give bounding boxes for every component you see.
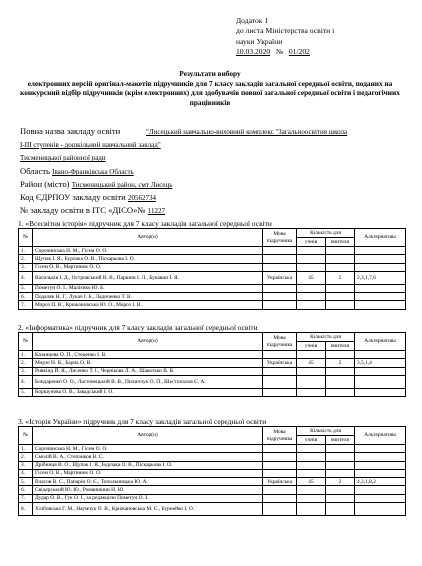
- row-alternative: [355, 494, 406, 502]
- table-row: [19, 503, 406, 516]
- row-author: Ривкінд Й. Я., Лисенко Т. І., Чернікова Л. А., Шакотько В. В.: [33, 367, 263, 375]
- row-students-count: [297, 388, 326, 396]
- row-teachers-count: [326, 494, 355, 502]
- row-alternative: [355, 461, 406, 469]
- row-teachers-count: [326, 469, 355, 477]
- row-language: Українська: [263, 478, 297, 486]
- row-alternative: [355, 445, 406, 453]
- row-students-count: [297, 351, 326, 359]
- row-author: Гісем О. В., Мартинюк О. О.: [33, 263, 263, 271]
- row-teachers-count: 2: [326, 478, 355, 486]
- section-2-body: [19, 351, 406, 397]
- row-number: 1.: [19, 351, 33, 359]
- school-name-line2: І-ІІІ ступенів - дошкільний навчальний заклад": [20, 141, 161, 149]
- row-students-count: [297, 293, 326, 301]
- header-qty: Кількість для: [297, 333, 355, 342]
- row-language: [263, 255, 297, 263]
- row-students-count: [297, 503, 326, 516]
- row-teachers-count: [326, 503, 355, 516]
- edrpou-row: [20, 192, 156, 204]
- header-alt: Альтернатива: [355, 229, 406, 247]
- row-alternative: [355, 503, 406, 516]
- row-students-count: 45: [297, 478, 326, 486]
- row-alternative: 2,3,1,7,6: [355, 271, 406, 284]
- row-language: [263, 494, 297, 502]
- row-teachers-count: [326, 461, 355, 469]
- header-teachers: вчителя: [326, 436, 355, 445]
- its-label: № закладу освіти в ІТС «ДІСО»№: [20, 205, 146, 215]
- row-teachers-count: [326, 255, 355, 263]
- annex-date-line: [236, 47, 386, 57]
- row-number: 7.: [19, 494, 33, 502]
- row-number: 5.: [19, 478, 33, 486]
- section-2-caption: 2. «Інформатика» підручник для 7 класу закладів загальної середньої освіти: [18, 323, 258, 332]
- row-alternative: [355, 263, 406, 271]
- its-value: 11227: [147, 207, 165, 215]
- row-language: [263, 351, 297, 359]
- school-name-label: Повна назва закладу освіти: [20, 126, 121, 136]
- row-number: 6.: [19, 486, 33, 494]
- header-num: №: [19, 333, 33, 351]
- row-students-count: [297, 469, 326, 477]
- row-students-count: [297, 461, 326, 469]
- header-author: Автор(и): [33, 427, 263, 445]
- header-students: учнів: [297, 342, 326, 351]
- row-alternative: [355, 301, 406, 309]
- table-row: [19, 375, 406, 388]
- header-teachers: вчителя: [326, 342, 355, 351]
- annex-block: [236, 16, 386, 58]
- row-students-count: [297, 247, 326, 255]
- edrpou-value: 20562734: [127, 194, 156, 202]
- row-teachers-count: [326, 445, 355, 453]
- table-row: [19, 359, 406, 367]
- annex-number: 01/202: [288, 47, 310, 57]
- row-author: Щупак І. Я., Бурлака О. В., Піскарьова І. О.: [33, 255, 263, 263]
- annex-line1: Додаток 1: [236, 16, 269, 25]
- row-alternative: [355, 247, 406, 255]
- row-language: [263, 453, 297, 461]
- header-row: [19, 333, 406, 342]
- row-author: Коршунова О. В., Завадський І. О.: [33, 388, 263, 396]
- row-teachers-count: 2: [326, 271, 355, 284]
- row-teachers-count: [326, 367, 355, 375]
- district-label: Район (місто): [20, 179, 70, 189]
- row-author: Сорочинська Н. М., Гісем О. О.: [33, 247, 263, 255]
- row-language: Українська: [263, 359, 297, 367]
- table-row: [19, 445, 406, 453]
- row-teachers-count: [326, 263, 355, 271]
- row-alternative: [355, 375, 406, 388]
- row-number: 3.: [19, 461, 33, 469]
- table-row: [19, 486, 406, 494]
- annex-date: 10.03.2020: [236, 47, 271, 57]
- row-language: Українська: [263, 271, 297, 284]
- row-author: Васильків І. Д., Островський В. В., Паршин І. Л., Букавин І. Я.: [33, 271, 263, 284]
- row-alternative: [355, 388, 406, 396]
- row-language: [263, 375, 297, 388]
- table-row: [19, 494, 406, 502]
- row-language: [263, 263, 297, 271]
- header-num: №: [19, 229, 33, 247]
- row-alternative: [355, 367, 406, 375]
- table-row: [19, 271, 406, 284]
- row-number: 7.: [19, 301, 33, 309]
- its-row: [20, 205, 165, 217]
- row-language: [263, 469, 297, 477]
- row-teachers-count: [326, 453, 355, 461]
- row-language: [263, 284, 297, 292]
- row-students-count: [297, 255, 326, 263]
- row-author: Казанцева О. П., Стеценко І. В.: [33, 351, 263, 359]
- row-language: [263, 388, 297, 396]
- row-author: Подаляк Н. Г., Лукач І. Б., Ладиченко Т. В.: [33, 293, 263, 301]
- section-1-body: [19, 247, 406, 310]
- row-language: [263, 367, 297, 375]
- annex-line3: науки України: [236, 36, 283, 46]
- section-3-caption: 3. «Історія України» підручник для 7 класу закладів загальної середньої освіти: [18, 417, 267, 426]
- row-students-count: [297, 301, 326, 309]
- row-author: Власов В. С., Панарін О. Є., Топольницька Ю. А.: [33, 478, 263, 486]
- row-number: 8.: [19, 503, 33, 516]
- row-teachers-count: 2: [326, 359, 355, 367]
- row-students-count: [297, 494, 326, 502]
- row-language: [263, 247, 297, 255]
- row-number: 1.: [19, 247, 33, 255]
- header-author: Автор(и): [33, 333, 263, 351]
- edrpou-label: Код ЄДРПОУ закладу освіти: [20, 192, 126, 202]
- section-3-body: [19, 445, 406, 516]
- row-language: [263, 486, 297, 494]
- oblast-row: [20, 166, 134, 178]
- row-students-count: [297, 263, 326, 271]
- section-1-caption: 1. «Всесвітня історія» підручник для 7 класу закладів загальної середньої освіти: [18, 219, 272, 228]
- row-alternative: [355, 284, 406, 292]
- section-3-table: [18, 426, 406, 516]
- annex-num-label: №: [275, 47, 284, 57]
- header-lang: Мова підручника: [263, 229, 297, 247]
- table-row: [19, 453, 406, 461]
- row-author: Гісем О. В., Мартинюк О. О.: [33, 469, 263, 477]
- table-row: [19, 284, 406, 292]
- section-1-table: [18, 228, 406, 310]
- row-author: Смолій В. А., Степанков В. С.: [33, 453, 263, 461]
- row-author: Свідерський Ю. Ю., Романишин Н. Ю.: [33, 486, 263, 494]
- district-row: [20, 179, 172, 191]
- row-number: 4.: [19, 271, 33, 284]
- row-number: 2.: [19, 453, 33, 461]
- oblast-value: Івано-Франківська Область: [52, 168, 134, 176]
- district-value: Тисменицький район, смт Лисець: [71, 181, 173, 189]
- table-row: [19, 461, 406, 469]
- row-teachers-count: [326, 284, 355, 292]
- row-alternative: [355, 453, 406, 461]
- table-row: [19, 478, 406, 486]
- row-language: [263, 503, 297, 516]
- row-students-count: [297, 445, 326, 453]
- row-teachers-count: [326, 388, 355, 396]
- header-num: №: [19, 427, 33, 445]
- table-row: [19, 469, 406, 477]
- row-number: 6.: [19, 293, 33, 301]
- header-row: [19, 229, 406, 238]
- oblast-label: Область: [20, 166, 50, 176]
- header-author: Автор(и): [33, 229, 263, 247]
- row-alternative: [355, 255, 406, 263]
- header-lang: Мова підручника: [263, 333, 297, 351]
- row-number: 3.: [19, 263, 33, 271]
- header-row: [19, 427, 406, 436]
- school-name-line1: "Лисецький навчально-виховний комплекс "Загальноосвітня школа: [146, 128, 348, 136]
- row-language: [263, 461, 297, 469]
- annex-line2: до листа Міністерства освіти і: [236, 26, 335, 36]
- row-students-count: [297, 375, 326, 388]
- row-alternative: [355, 293, 406, 301]
- table-row: [19, 263, 406, 271]
- row-author: Дрібниця В. О., Щупак І. Я., Бурлака О. В., Піскарьова І. О.: [33, 461, 263, 469]
- table-row: [19, 301, 406, 309]
- row-teachers-count: [326, 301, 355, 309]
- row-alternative: [355, 486, 406, 494]
- row-students-count: [297, 367, 326, 375]
- row-number: 5.: [19, 388, 33, 396]
- table-row: [19, 367, 406, 375]
- table-row: [19, 293, 406, 301]
- header-qty: Кількість для: [297, 229, 355, 238]
- row-alternative: [355, 351, 406, 359]
- row-language: [263, 445, 297, 453]
- row-teachers-count: [326, 486, 355, 494]
- row-teachers-count: [326, 375, 355, 388]
- row-alternative: [355, 469, 406, 477]
- row-language: [263, 301, 297, 309]
- section-2-table: [18, 332, 406, 397]
- header-qty: Кількість для: [297, 427, 355, 436]
- row-number: 5.: [19, 284, 33, 292]
- doc-heading: Результати вибору: [179, 69, 241, 78]
- header-students: учнів: [297, 436, 326, 445]
- header-teachers: вчителя: [326, 238, 355, 247]
- row-author: Дудар О. В., Гук О. І., за редакцією Пометун О. І.: [33, 494, 263, 502]
- table-row: [19, 255, 406, 263]
- doc-subtitle: електронних версій оригінал-макетів підручників для 7 класу закладів загальної середньої освіти, поданих на конкурсний відбір підручників (крім електронних) для здобувачів повної загальної середньої освіти і педагогічних працівників: [20, 79, 400, 107]
- row-language: [263, 293, 297, 301]
- row-number: 4.: [19, 469, 33, 477]
- row-number: 2.: [19, 255, 33, 263]
- row-students-count: 45: [297, 271, 326, 284]
- row-teachers-count: [326, 351, 355, 359]
- row-students-count: [297, 486, 326, 494]
- header-alt: Альтернатива: [355, 333, 406, 351]
- table-row: [19, 351, 406, 359]
- school-name-line3: Тисменицької районної ради: [20, 154, 106, 162]
- header-students: учнів: [297, 238, 326, 247]
- header-lang: Мова підручника: [263, 427, 297, 445]
- row-author: Пометун О. І., Малієнко Ю. Б.: [33, 284, 263, 292]
- row-students-count: 45: [297, 359, 326, 367]
- row-alternative: 4,3,1,8,2: [355, 478, 406, 486]
- row-author: Хлібовська Г. М., Наумчук О. В., Крижановська М. Є., Бурнейко І. О.: [33, 503, 263, 516]
- row-students-count: [297, 453, 326, 461]
- row-author: Мороз П. В., Крижановська Ю. О., Мороз І. В.: [33, 301, 263, 309]
- row-author: Бондаренко О. О., Ластовецький В. В., Пилипчук О. П., Шестопалов Є. А.: [33, 375, 263, 388]
- row-students-count: [297, 284, 326, 292]
- row-author: Морзе Н. В., Барна О. В.: [33, 359, 263, 367]
- row-teachers-count: [326, 293, 355, 301]
- row-teachers-count: [326, 247, 355, 255]
- row-number: 1.: [19, 445, 33, 453]
- table-row: [19, 247, 406, 255]
- row-number: 4.: [19, 375, 33, 388]
- header-alt: Альтернатива: [355, 427, 406, 445]
- row-alternative: 3,5,1,4: [355, 359, 406, 367]
- row-number: 3.: [19, 367, 33, 375]
- table-row: [19, 388, 406, 396]
- row-number: 2.: [19, 359, 33, 367]
- row-author: Сорочинська Н. М., Гісем О. О.: [33, 445, 263, 453]
